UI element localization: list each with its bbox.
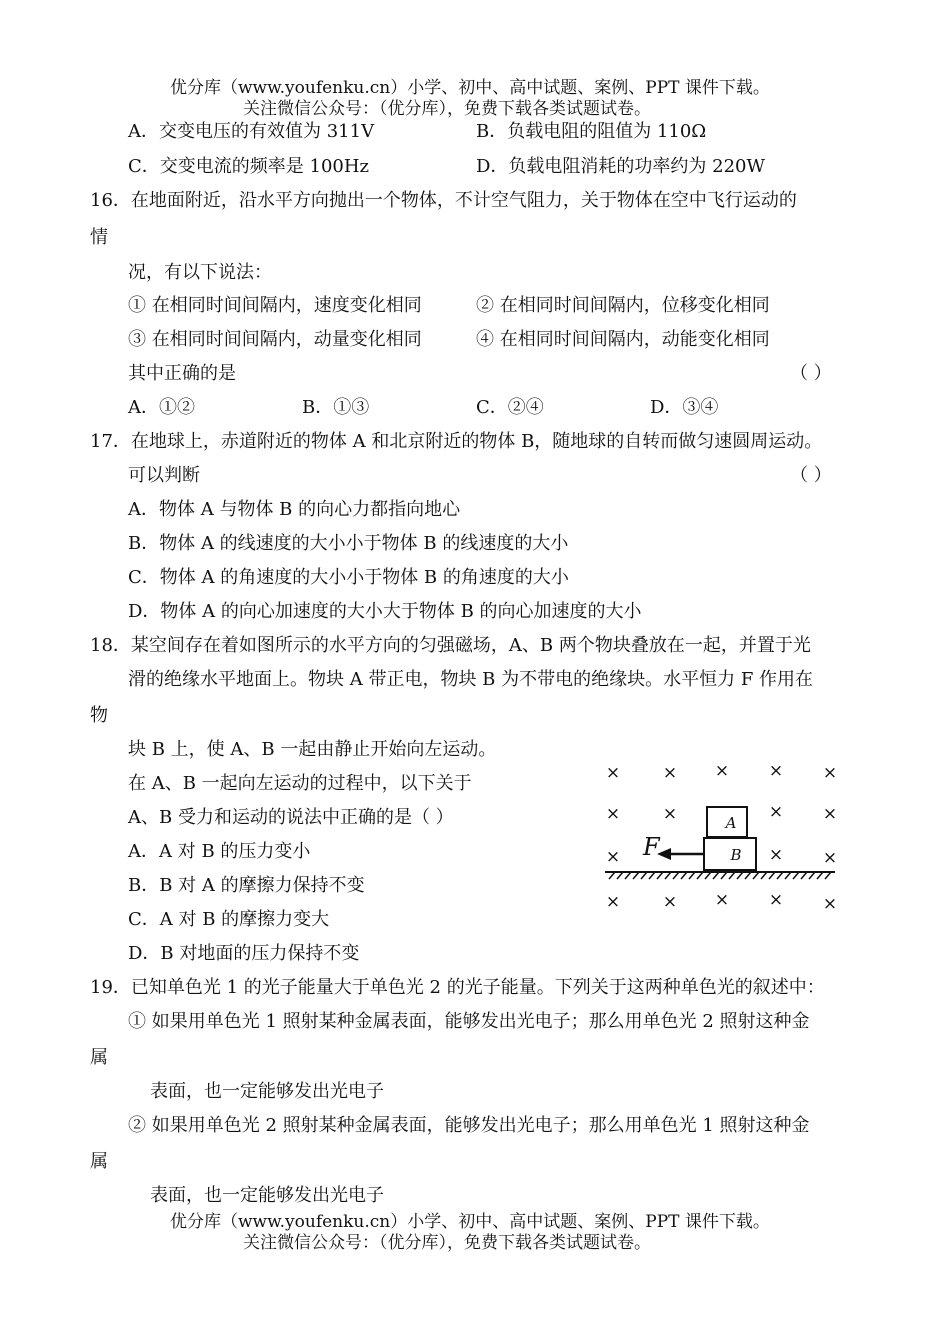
q16-option-a: A．①② bbox=[128, 397, 195, 418]
q19-statement-2-wrap: 属 bbox=[90, 1151, 108, 1172]
q18-option-c: C．A 对 B 的摩擦力变大 bbox=[128, 909, 330, 930]
q16-stem-wrap: 情 bbox=[90, 227, 108, 248]
magnetic-field-figure bbox=[595, 755, 850, 920]
q18-stem-line-2: 滑的绝缘水平地面上。物块 A 带正电，物块 B 为不带电的绝缘块。水平恒力 F 作用在 bbox=[128, 669, 814, 690]
q16-stem-line-1: 16．在地面附近，沿水平方向抛出一个物体，不计空气阻力，关于物体在空中飞行运动的 bbox=[90, 190, 797, 211]
q19-statement-2-line-1: ② 如果用单色光 2 照射某种金属表面，能够发出光电子；那么用单色光 1 照射这种金 bbox=[128, 1115, 810, 1136]
q15-option-a: A．交变电压的有效值为 311V bbox=[128, 121, 375, 142]
q16-statement-1: ① 在相同时间间隔内，速度变化相同 bbox=[128, 295, 422, 316]
q15-option-b: B．负载电阻的阻值为 110Ω bbox=[476, 121, 707, 142]
q16-option-b: B．①③ bbox=[302, 397, 370, 418]
q18-stem-line-3: 块 B 上，使 A、B 一起由静止开始向左运动。 bbox=[128, 739, 497, 760]
q18-option-a: A．A 对 B 的压力变小 bbox=[128, 841, 311, 862]
field-cross-icon: × bbox=[662, 763, 678, 783]
header-line-2: 关注微信公众号：（优分库），免费下载各类试题试卷。 bbox=[243, 99, 651, 119]
q17-stem-line-2: 可以判断 bbox=[128, 465, 200, 486]
q19-statement-1-line-2: 表面，也一定能够发出光电子 bbox=[150, 1081, 384, 1102]
field-cross-icon: × bbox=[714, 761, 730, 781]
q18-option-b: B．B 对 A 的摩擦力保持不变 bbox=[128, 875, 365, 896]
q15-option-c: C．交变电流的频率是 100Hz bbox=[128, 156, 370, 177]
field-cross-icon: × bbox=[822, 894, 838, 914]
q17-stem-line-1: 17．在地球上，赤道附近的物体 A 和北京附近的物体 B，随地球的自转而做匀速圆周运动。 bbox=[90, 431, 823, 452]
q16-statement-3: ③ 在相同时间间隔内，动量变化相同 bbox=[128, 329, 422, 350]
q17-option-d: D．物体 A 的向心加速度的大小大于物体 B 的向心加速度的大小 bbox=[128, 601, 642, 622]
field-cross-icon: × bbox=[768, 761, 784, 781]
field-cross-icon: × bbox=[822, 848, 838, 868]
q19-stem-line-1: 19．已知单色光 1 的光子能量大于单色光 2 的光子能量。下列关于这两种单色光的叙述中： bbox=[90, 977, 825, 998]
field-cross-icon: × bbox=[822, 804, 838, 824]
block-b-label: B bbox=[730, 846, 742, 864]
header-line-1: 优分库（www.youfenku.cn）小学、初中、高中试题、案例、PPT 课件下载。 bbox=[170, 78, 770, 98]
force-label: F bbox=[643, 833, 660, 861]
q18-stem-wrap: 物 bbox=[90, 705, 108, 726]
q17-option-c: C．物体 A 的角速度的大小小于物体 B 的角速度的大小 bbox=[128, 567, 569, 588]
q16-option-c: C．②④ bbox=[476, 397, 544, 418]
footer-line-1: 优分库（www.youfenku.cn）小学、初中、高中试题、案例、PPT 课件下载。 bbox=[170, 1212, 770, 1232]
field-cross-icon: × bbox=[768, 802, 784, 822]
q15-option-d: D．负载电阻消耗的功率约为 220W bbox=[476, 156, 766, 177]
field-cross-icon: × bbox=[605, 804, 621, 824]
q18-option-d: D．B 对地面的压力保持不变 bbox=[128, 943, 360, 964]
q17-answer-paren: （ ） bbox=[790, 465, 832, 486]
footer-line-2: 关注微信公众号：（优分库），免费下载各类试题试卷。 bbox=[243, 1233, 651, 1253]
field-cross-icon: × bbox=[605, 763, 621, 783]
q16-statement-4: ④ 在相同时间间隔内，动能变化相同 bbox=[476, 329, 770, 350]
q16-answer-paren: （ ） bbox=[790, 363, 832, 384]
field-cross-icon: × bbox=[768, 845, 784, 865]
q16-stem-line-2: 况，有以下说法： bbox=[128, 262, 272, 283]
q16-option-d: D．③④ bbox=[650, 397, 719, 418]
field-cross-icon: × bbox=[605, 847, 621, 867]
field-cross-icon: × bbox=[822, 763, 838, 783]
ground-hatching bbox=[609, 872, 831, 879]
q19-statement-1-line-1: ① 如果用单色光 1 照射某种金属表面，能够发出光电子；那么用单色光 2 照射这种金 bbox=[128, 1011, 810, 1032]
q16-statement-2: ② 在相同时间间隔内，位移变化相同 bbox=[476, 295, 770, 316]
field-cross-icon: × bbox=[662, 892, 678, 912]
q17-option-a: A．物体 A 与物体 B 的向心力都指向地心 bbox=[128, 499, 461, 520]
q19-statement-1-wrap: 属 bbox=[90, 1047, 108, 1068]
field-cross-icon: × bbox=[714, 890, 730, 910]
field-cross-icon: × bbox=[662, 804, 678, 824]
field-cross-icon: × bbox=[768, 890, 784, 910]
q19-statement-2-line-2: 表面，也一定能够发出光电子 bbox=[150, 1185, 384, 1206]
q18-stem-line-1: 18．某空间存在着如图所示的水平方向的匀强磁场，A、B 两个物块叠放在一起，并置于光 bbox=[90, 635, 811, 656]
q18-stem-line-5: A、B 受力和运动的说法中正确的是（ ） bbox=[128, 807, 454, 828]
block-a-label: A bbox=[725, 814, 737, 832]
field-cross-icon: × bbox=[605, 892, 621, 912]
q17-option-b: B．物体 A 的线速度的大小小于物体 B 的线速度的大小 bbox=[128, 533, 569, 554]
q18-stem-line-4: 在 A、B 一起向左运动的过程中，以下关于 bbox=[128, 773, 472, 794]
q16-prompt: 其中正确的是 bbox=[128, 363, 236, 384]
